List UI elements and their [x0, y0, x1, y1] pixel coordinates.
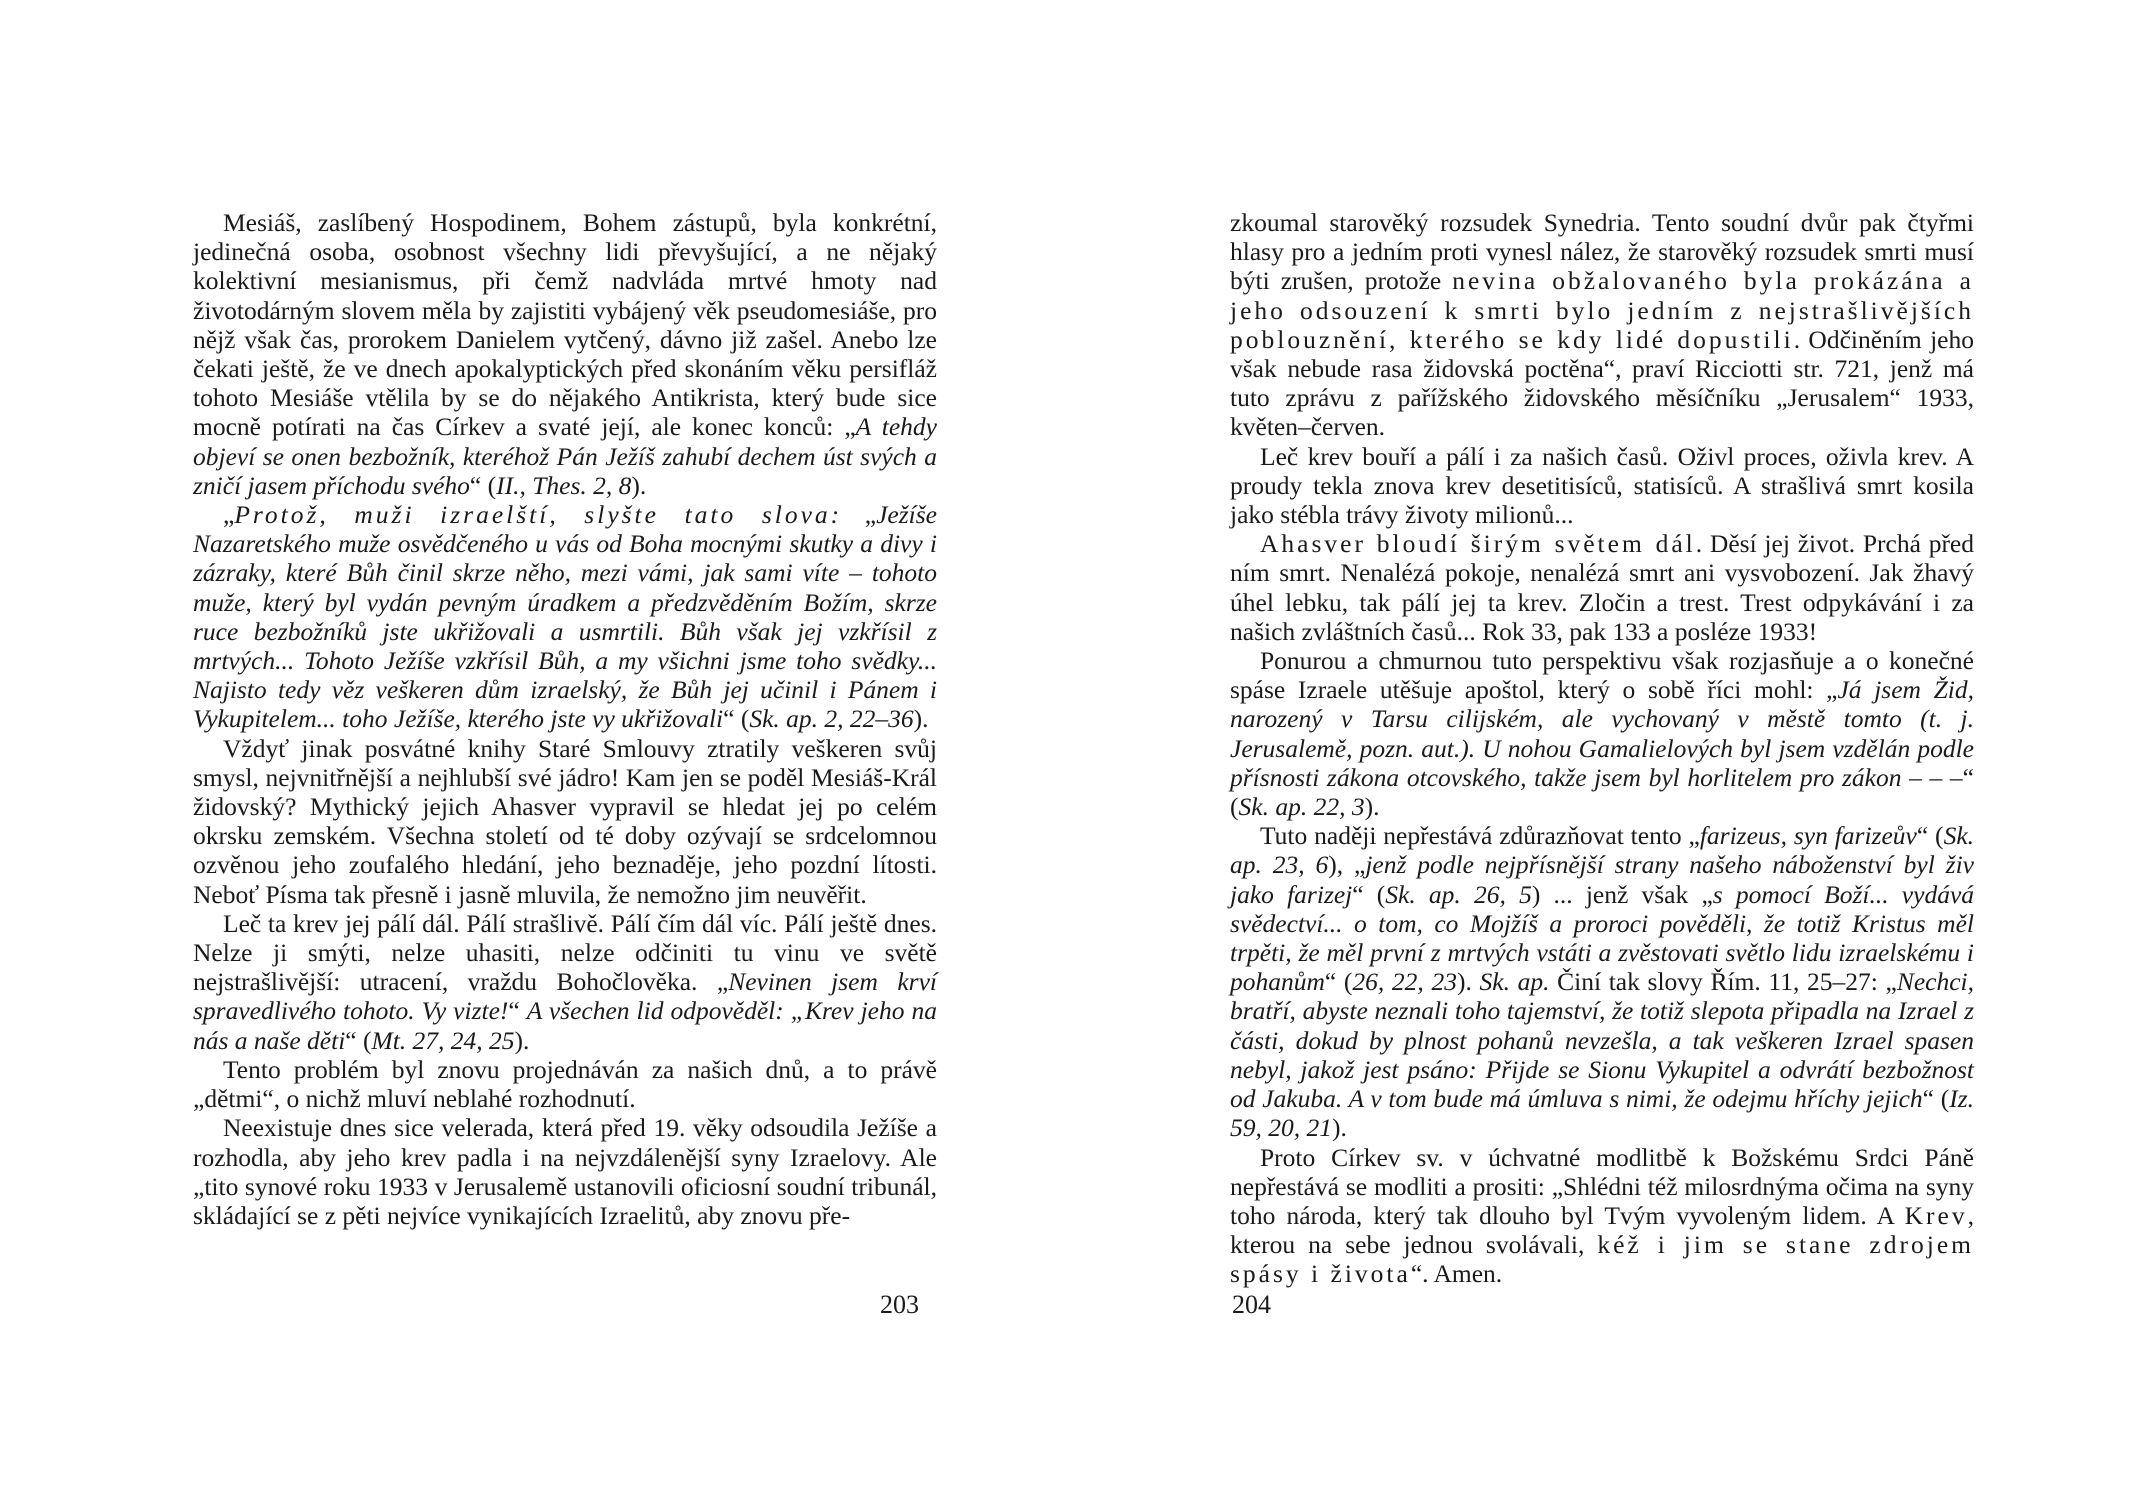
spaced-emphasis: Krev	[1904, 1200, 1968, 1230]
italic-quotation: farizeus, syn farizeův	[1699, 821, 1917, 851]
italic-quotation: s pomocí Boží... vydává svědectví... o tom, co Mojžíš a proroci pověděli, že totiž Kristus měl trpěti, že měl první z mrtvých vstáti a zvěstovati světlo lidu izraelskému i pohanům	[1230, 879, 1975, 997]
italic-quotation: Mt. 27, 24, 25	[371, 1025, 515, 1055]
right-page-paragraph	[1230, 821, 1974, 1142]
text-run: zkoumal starověký rozsudek Synedria. Tento soudní dvůr pak čtyřmi hlasy pro a jedním proti vynesl nález, že starověký rozsudek smrti musí býti zrušen, protože	[1230, 208, 1974, 296]
left-page-paragraph	[193, 909, 937, 1055]
text-run: “	[508, 996, 527, 1026]
italic-quotation: A tehdy objeví se onen bezbožník, kteréhož Pán Ježíš zahubí dechem úst svých a zničí jasem příchodu svého	[193, 412, 937, 500]
text-run: – – –“ (	[1230, 762, 1974, 822]
text-run: ).	[631, 470, 647, 500]
italic-quotation: Sk. ap.	[1479, 967, 1550, 997]
text-run: Proto Církev sv. v úchvatné modlitbě k Božskému Srdci Páně nepřestává se modliti a prositi: „Shlédni též milosrdnýma očima na syny toho národa, který tak dlouho byl Tvým vyvoleným lidem. A	[1230, 1142, 1974, 1230]
italic-quotation: A všechen lid odpověděl: „Krev jeho na nás a naše děti	[193, 996, 937, 1055]
text-run: Leč ta krev jej pálí dál. Pálí strašlivě. Pálí čím dál víc. Pálí ještě dnes. Nelze ji smýti, nelze uhasiti, nelze odčiniti tu vinu ve světě nejstrašlivější: utracení, vraždu Bohočlověka. „	[193, 908, 937, 997]
left-page-text	[193, 208, 937, 1230]
text-run: ).	[1364, 792, 1380, 822]
left-page-paragraph	[193, 1055, 937, 1113]
text-run: “ (	[723, 704, 750, 734]
italic-quotation: Já jsem Žid, narozený v Tarsu cilijském, ale vychovaný v městě tomto (t. j. Jerusalemě, pozn. aut.). U nohou Gamalielových byl jsem vzdělán podle přísnosti zákona otcovského, takže jsem byl horlitelem pro zákon	[1230, 675, 1975, 792]
right-page-paragraph	[1230, 646, 1974, 821]
text-run: . Odčiněním jeho však nebude rasa židovská poctěna“, praví Ricciotti str. 721, jenž má tuto zprávu z pařížského židovského měsíčníku „Jerusalem“ 1933, květen–červen.	[1230, 324, 1974, 442]
spaced-emphasis: Ahasver bloudí širým světem dál	[1260, 529, 1696, 559]
right-page-number: 204	[1232, 1290, 1271, 1319]
right-page-text	[1230, 208, 1974, 1289]
italic-quotation: Sk. ap. 23, 6	[1230, 821, 1975, 880]
spaced-emphasis: nevina obžalovaného byla prokázána a jeho odsouzení k smrti bylo jedním z nejstrašlivějších poblouznění, kterého se kdy lidé dopustili	[1230, 266, 1974, 354]
italic-quotation: Nechci, bratří, abyste neznali toho tajemství, že totiž slepota připadla na Izrael z části, dokud by plnost pohanů nevzešla, a tak veškeren Izrael spasen nebyl, jakož jest psáno: Přijde se Sionu Vykupitel a odvrátí bezbožnost od Jakuba. A v tom bude má úmluva s nimi, že odejmu hříchy jejich	[1230, 967, 1974, 1114]
text-run: “ (	[1352, 879, 1386, 909]
right-page-paragraph	[1230, 529, 1974, 646]
text-run: Mesiáš, zaslíbený Hospodinem, Bohem zástupů, byla konkrétní, jedinečná osoba, osobnost všechny lidi převyšující, a ne nějaký kolektivní mesianismus, při čemž nadvláda mrtvé hmoty nad životodárným slovem měla by zajistiti vybájený věk pseudomesiáše, pro nějž však čas, prorokem Danielem vytčený, dávno již zašel. Anebo lze čekati ještě, že ve dnech apokalyptických před skonáním věku persifláž tohoto Mesiáše vtělila by se do nějakého Antikrista, který bude sice mocně potírati na čas Církev a svaté její, ale konec konců: „	[193, 208, 937, 442]
text-run: “ (	[1324, 967, 1353, 997]
text-run: “ (	[1916, 821, 1944, 851]
italic-quotation: Sk. ap. 26, 5	[1385, 879, 1532, 909]
text-run: ).	[1456, 967, 1480, 997]
italic-quotation: 26, 22, 23	[1352, 967, 1457, 997]
text-run: “ (	[469, 470, 497, 500]
right-page-paragraph	[1230, 442, 1974, 530]
italic-quotation: Nevinen jsem krví spravedlivého tohoto. Vy vizte!	[193, 967, 938, 1026]
text-run: Leč krev bouří a pálí i za našich časů. Oživl proces, oživla krev. A proudy tekla znova krev desetitisíců, statisíců. A strašlivá smrt kosila jako stébla trávy životy milionů...	[1230, 441, 1974, 530]
text-run: Tuto naději nepřestává zdůrazňovat tento „	[1260, 821, 1700, 851]
text-run: Činí tak slovy Řím. 11, 25–27: „	[1549, 967, 1897, 997]
left-page-paragraph	[193, 500, 937, 734]
text-run: ).	[1332, 1113, 1347, 1143]
text-run: “ (	[1922, 1084, 1950, 1114]
left-page-paragraph	[193, 208, 937, 500]
text-run: Vždyť jinak posvátné knihy Staré Smlouvy ztratily veškeren svůj smysl, nejvnitřnější a nejhlubší své jádro! Kam jen se poděl Mesiáš-Král židovský? Mythický jejich Ahasver vypravil se hledat jej po celém okrsku zemském. Všechna století od té doby ozývají se srdcelomnou ozvěnou jeho zoufalého hledání, jeho beznaděje, jeho pozdní lítosti. Neboť Písma tak přesně i jasně mluvila, že nemožno jim neuvěřit.	[193, 733, 937, 909]
spaced-emphasis: kéž i jim se stane zdrojem spásy i života	[1230, 1230, 1974, 1289]
italic-quotation: Ježíše Nazaretského muže osvědčeného u vás od Boha mocnými skutky a divy i zázraky, které Bůh činil skrze něho, mezi vámi, jak sami víte – tohoto muže, který byl vydán pevným úradkem a předzvěděním Božím, skrze ruce bezbožníků jste ukřižovali a usmrtili. Bůh však jej vzkřísil z mrtvých... Tohoto Ježíše vzkřísil Bůh, a my všichni jsme toho svědky... Najisto tedy věz veškeren dům izraelský, že Bůh jej učinil i Pánem i Vykupitelem... toho Ježíše, kterého jste vy ukřižovali	[193, 500, 937, 734]
left-page-number: 203	[880, 1290, 919, 1319]
right-page-paragraph	[1230, 1143, 1974, 1289]
text-run: “ (	[345, 1025, 372, 1055]
italic-quotation: Sk. ap. 22, 3	[1238, 792, 1365, 822]
italic-quotation: Protož, muži izraelští, slyšte tato slova:	[234, 500, 843, 530]
text-run: ) ... jenž však „	[1531, 879, 1713, 909]
italic-quotation: Iz. 59, 20, 21	[1230, 1084, 1975, 1143]
left-page-paragraph	[193, 1113, 937, 1230]
italic-quotation: jenž podle nejpřísnější strany našeho náboženství byl živ jako farizej	[1230, 850, 1975, 909]
italic-quotation: Sk. ap. 2, 22–36	[749, 704, 914, 734]
text-run: ).	[913, 704, 929, 734]
text-run: Neexistuje dnes sice velerada, která před 19. věky odsoudila Ježíše a rozhodla, aby jeho krev padla i na nejvzdálenější syny Izraelovy. Ale „tito synové roku 1933 v Jerusalemě ustanovili oficiosní soudní tribunál, skládající se z pěti nejvíce vynikajících Izraelitů, aby znovu pře-	[193, 1113, 937, 1230]
text-run: . Děsí jej život. Prchá před ním smrt. Nenalézá pokoje, nenalézá smrt ani vysvobození. Jak žhavý úhel lebku, tak pálí jej ta krev. Zločin a trest. Trest odpykávání i za našich zvláštních časů... Rok 33, pak 133 a posléze 1933!	[1230, 529, 1975, 646]
text-run: Ponurou a chmurnou tuto perspektivu však rozjasňuje a o konečné spáse Izraele utěšuje apoštol, který o sobě říci mohl: „	[1230, 646, 1974, 705]
right-page-paragraph	[1230, 208, 1974, 442]
text-run: ).	[514, 1025, 530, 1055]
text-run: Tento problém byl znovu projednáván za našich dnů, a to právě „dětmi“, o nichž mluví neblahé rozhodnutí.	[193, 1054, 937, 1114]
text-run: ), „	[1328, 850, 1366, 880]
text-run: „	[842, 500, 877, 530]
text-run: , kterou na sebe jednou svolávali,	[1230, 1200, 1974, 1260]
left-page-paragraph	[193, 734, 937, 909]
text-run: „	[223, 500, 235, 530]
text-run: “. Amen.	[1410, 1259, 1503, 1289]
italic-quotation: II., Thes. 2, 8	[496, 470, 632, 500]
